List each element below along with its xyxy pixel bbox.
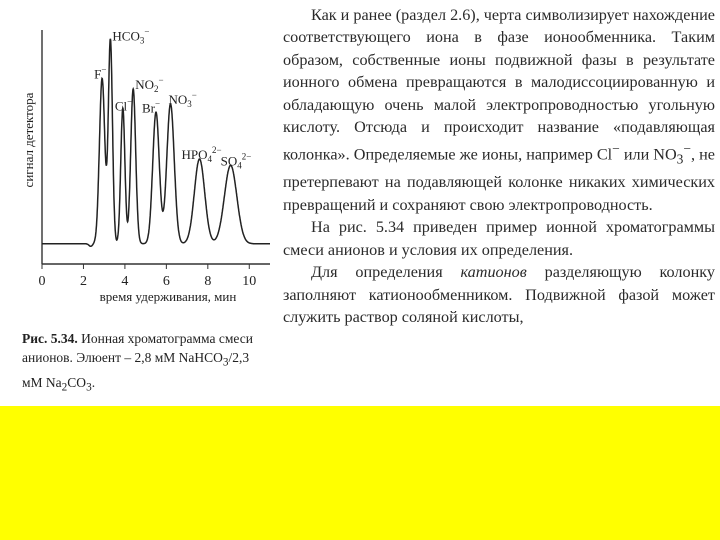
x-tick-label: 4 <box>121 274 129 289</box>
x-tick-group <box>39 264 257 289</box>
peak-label-sub: 2 <box>153 84 159 95</box>
peak-label-sub: 4 <box>237 160 242 171</box>
x-tick-label: 8 <box>204 274 212 289</box>
peak-label-ion: HPO <box>181 147 208 163</box>
caption-text: Ионная хроматограмма смеси анионов. Элюент – 2,8 мМ NaHCO <box>22 331 253 365</box>
peak-label-ion: F <box>94 66 102 82</box>
paragraph-text: Для определения <box>311 263 461 282</box>
peak-label-ion: NO <box>168 92 188 108</box>
peak-label-ion: SO <box>220 153 238 169</box>
paragraph <box>283 4 715 216</box>
peak-label <box>135 75 163 94</box>
subscript: 3 <box>676 152 684 168</box>
y-axis-label: сигнал детектора <box>21 92 36 188</box>
chromatogram-trace <box>42 39 270 247</box>
peak-label-charge: 2− <box>212 145 222 156</box>
x-axis-label: время удерживания, мин <box>99 289 237 304</box>
peak-label-charge: − <box>144 26 150 37</box>
chart-axes <box>42 30 270 264</box>
peak-label-ion: Cl <box>114 98 128 114</box>
peak-label <box>221 152 252 171</box>
peak-label <box>182 145 222 164</box>
paragraph-text: Как и ранее (раздел 2.6), черта символизирует нахождение соответствующего иона в фазе ионообменника. Таким образом, собственные ионы подвижной фазы в результате ионного обмена превращаются в малодиссоциированную и обладающую очень малой электропроводностью угольную кислоту. Отсюда и происходит название «подавляющая колонка». Определяемые же ионы, например Cl <box>283 6 715 164</box>
peak-label <box>115 96 132 113</box>
yellow-band <box>0 406 720 540</box>
peak-label <box>94 65 106 82</box>
caption-text-mid: /2,3 мМ Na <box>22 350 250 390</box>
x-tick-label: 2 <box>79 274 87 289</box>
x-tick-label: 6 <box>162 274 170 289</box>
caption-period: . <box>91 374 96 390</box>
paragraph-text: разделяющую колонку заполняют катионообменником. Подвижной фазой может служить раствор соляной кислоты, <box>283 263 716 326</box>
superscript: − <box>612 141 620 157</box>
caption-text-end: CO <box>67 374 87 390</box>
paragraph-text: , не претерпевают на подавляющей колонке никаких химических превращений и сохраняют свою электропроводность. <box>283 145 715 214</box>
peak-label-group <box>94 26 251 170</box>
peak-label-charge: − <box>191 90 197 101</box>
peak-label-sub: 3 <box>139 35 145 46</box>
x-tick-label: 0 <box>38 274 46 289</box>
x-tick-label: 10 <box>242 274 257 289</box>
paragraph <box>283 216 715 261</box>
peak-label <box>142 99 160 116</box>
peak-label-ion: NO <box>135 77 154 93</box>
italic-term: катионов <box>460 263 527 282</box>
peak-label-sub: 3 <box>187 99 192 110</box>
caption-sub: 2 <box>61 381 68 394</box>
peak-label-charge: − <box>155 98 161 109</box>
figure-caption <box>22 329 262 397</box>
paragraph <box>283 261 715 328</box>
peak-label <box>169 90 197 109</box>
chromatogram-trace-group <box>42 39 270 247</box>
body-text <box>283 4 715 328</box>
peak-label-sub: 4 <box>207 154 213 165</box>
peak-label-ion: HCO <box>112 28 140 44</box>
peak-label-charge: − <box>101 64 107 75</box>
peak-label-charge: 2− <box>241 151 252 162</box>
peak-label-ion: Br <box>142 100 155 116</box>
peak-label-charge: − <box>158 75 164 86</box>
caption-sub: 3 <box>222 356 229 369</box>
caption-sub: 3 <box>86 381 92 394</box>
paragraph-text: На рис. 5.34 приведен пример ионной хроматограммы смеси анионов и условия их определения. <box>283 218 715 259</box>
paragraph-text: или NO <box>619 145 677 164</box>
peak-label <box>112 26 149 45</box>
peak-label-charge: − <box>127 96 133 107</box>
chromatogram-chart <box>0 0 280 320</box>
superscript: − <box>683 141 692 157</box>
figure-number: Рис. 5.34. <box>22 331 78 346</box>
